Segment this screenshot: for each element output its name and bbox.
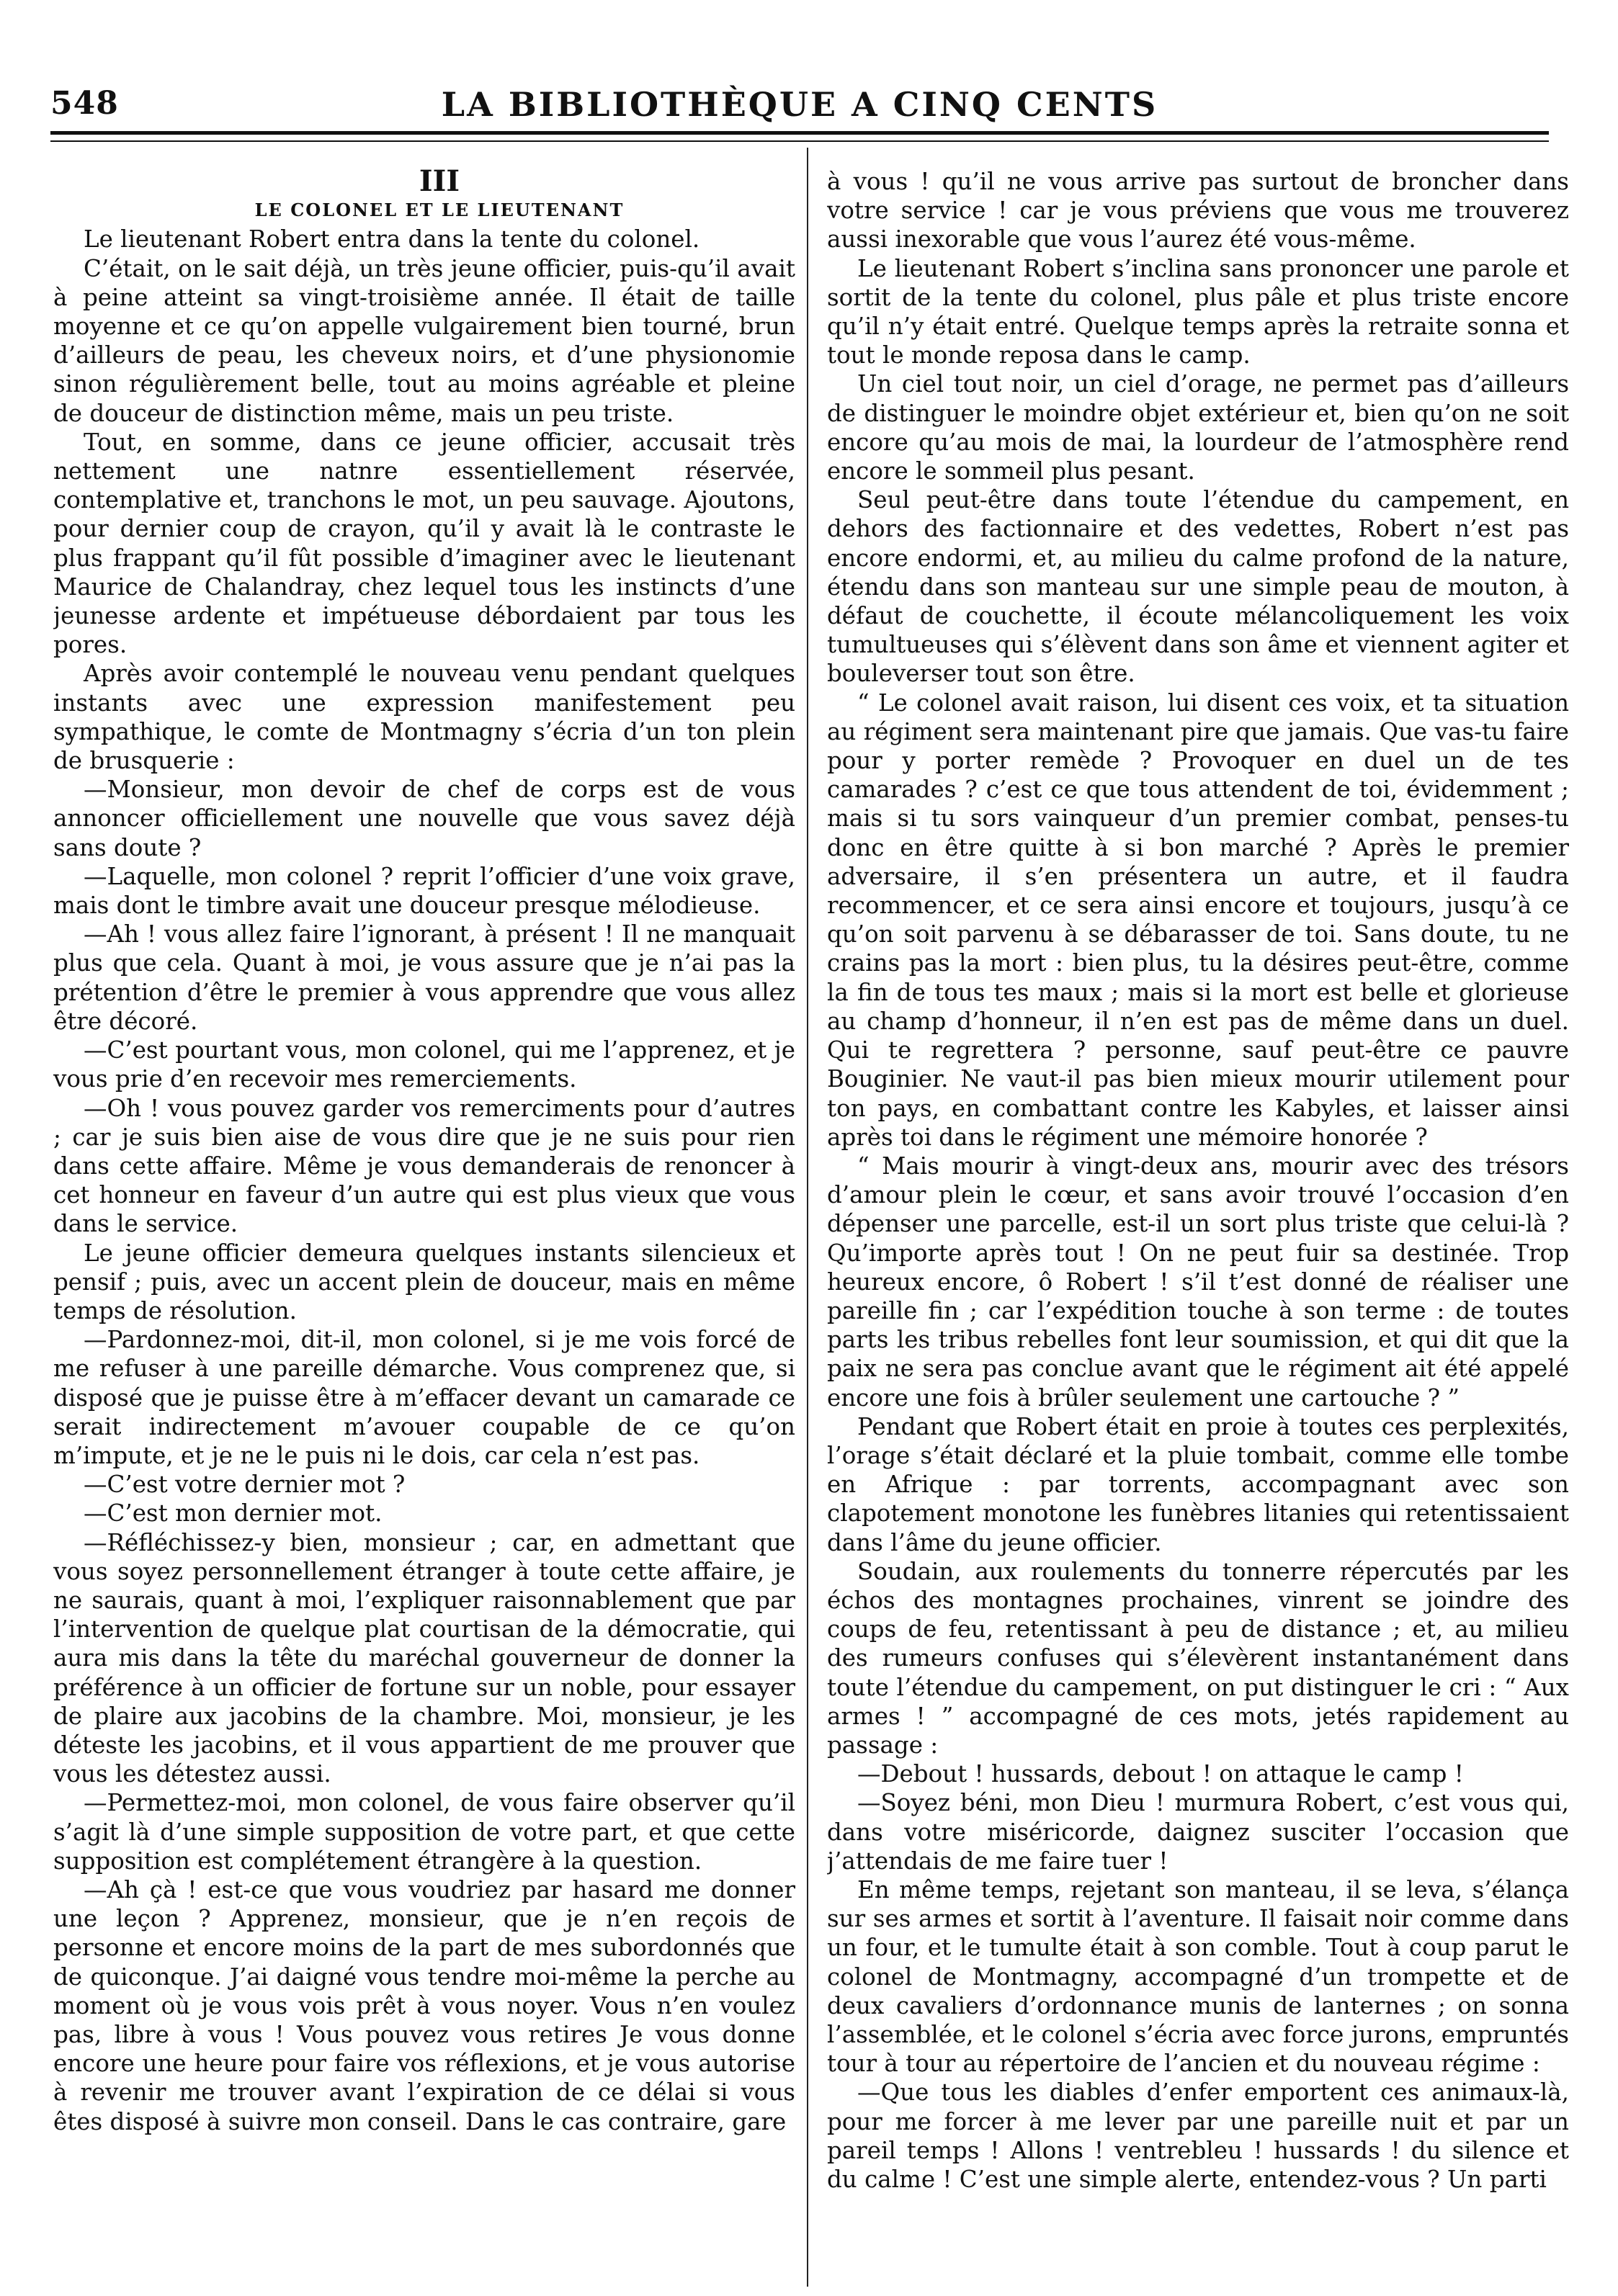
paragraph: —Que tous les diables d’enfer emportent ces animaux-là, pour me forcer à me lever par une pareille nuit et par un pareil temps ! Allons ! ventrebleu ! hussards ! du silence et du calme ! C’est une simple alerte, entendez-vous ? Un parti [827,2078,1569,2194]
paragraph: —Ah çà ! est-ce que vous voudriez par hasard me donner une leçon ? Apprenez, monsieur, que je n’en reçois de personne et encore moins de la part de mes subordonnés que de quiconque. J’ai daigné vous tendre moi-même la perche au moment où je vous vois prêt à vous noyer. Vous n’en voulez pas, libre à vous ! Vous pouvez vous retires Je vous donne encore une heure pour faire vos réflexions, et je vous autorise à revenir me trouver avant l’expiration de ce délai si vous êtes disposé à suivre mon conseil. Dans le cas contraire, gare [53,1875,795,2135]
chapter-number: III [419,167,460,198]
right-column [827,167,1569,2284]
paragraph: —C’est mon dernier mot. [84,1499,383,1528]
paragraph-continued: à vous ! qu’il ne vous arrive pas surtout de broncher dans votre service ! car je vous préviens que vous me trouverez aussi inexorable que vous l’aurez été vous-même. [827,168,1569,254]
page-number: 548 [50,85,119,122]
paragraph: Soudain, aux roulements du tonnerre répercutés par les échos des montagnes prochaines, vinrent se joindre des coups de feu, retentissant à peu de distance ; et, au milieu des rumeurs confuses qui s’élevèrent instantanément dans toute l’étendue du campement, on put distinguer le cri : “ Aux armes ! ” accompagné de ces mots, jetés rapidement au passage : [827,1557,1569,1759]
paragraph: Tout, en somme, dans ce jeune officier, accusait très nettement une natnre essentiellement réservée, contemplative et, tranchons le mot, un peu sauvage. Ajoutons, pour dernier coup de crayon, qu’il y avait là le contraste le plus frappant qu’il fût possible d’imaginer avec le lieutenant Maurice de Chalandray, chez lequel tous les instincts d’une jeunesse ardente et impétueuse débordaient par tous les pores. [53,428,795,659]
paragraph: —Permettez-moi, mon colonel, de vous faire observer qu’il s’agit là d’une simple supposition de votre part, et que cette supposition est complétement étrangère à la question. [53,1789,795,1875]
paragraph: Le lieutenant Robert entra dans la tente du colonel. [84,225,700,254]
paragraph: —Réfléchissez-y bien, monsieur ; car, en admettant que vous soyez personnellement étranger à toute cette affaire, je ne saurais, quant à moi, l’expliquer raisonnablement que par l’intervention de quelque plat courtisan de la démocratie, qui aura mis dans la tête du maréchal gouverneur de donner la préférence à un officier de fortune sur un noble, pour essayer de plaire aux jacobins de la chambre. Moi, monsieur, je les déteste les jacobins, et il vous appartient de me prouver que vous les détestez aussi. [53,1528,795,1788]
paragraph: Un ciel tout noir, un ciel d’orage, ne permet pas d’ailleurs de distinguer le moindre objet extérieur et, bien qu’on ne soit encore qu’au mois de mai, la lourdeur de l’atmosphère rend encore le sommeil plus pesant. [827,370,1569,485]
paragraph: “ Le colonel avait raison, lui disent ces voix, et ta situation au régiment sera maintenant pire que jamais. Que vas-tu faire pour y porter remède ? Provoquer en duel un de tes camarades ? c’est ce que tous attendent de toi, évidemment ; mais si tu sors vainqueur d’un premier combat, penses-tu donc en être quitte à si bon marché ? Après le premier adversaire, il s’en présentera un autre, et il faudra recommencer, et ce sera ainsi encore et toujours, jusqu’à ce qu’on soit parvenu à se débarasser de toi. Sans doute, tu ne crains pas la mort : bien plus, tu la désires peut-être, comme la fin de tous tes maux ; mais si la mort est belle et glorieuse au champ d’honneur, il n’en est pas de même dans un duel. Qui te regrettera ? personne, sauf peut-être ce pauvre Bouginier. Ne vaut-il pas bien mieux mourir utilement pour ton pays, en combattant contre les Kabyles, et laisser ainsi après toi dans le régiment une mémoire honorée ? [827,689,1569,1151]
paragraph: —C’est pourtant vous, mon colonel, qui me l’apprenez, et je vous prie d’en recevoir mes remerciements. [53,1036,795,1093]
paragraph: —Pardonnez-moi, dit-il, mon colonel, si je me vois forcé de me refuser à une pareille démarche. Vous comprenez que, si disposé que je puisse être à m’effacer devant un camarade ce serait indirectement m’avouer coupable de ce qu’on m’impute, et je ne le puis ni le dois, car cela n’est pas. [53,1326,795,1469]
paragraph: —C’est votre dernier mot ? [84,1471,406,1499]
paragraph: —Debout ! hussards, debout ! on attaque le camp ! [857,1760,1464,1788]
chapter-title: LE COLONEL ET LE LIEUTENANT [254,199,625,221]
paragraph: —Soyez béni, mon Dieu ! murmura Robert, c’est vous qui, dans votre miséricorde, daignez susciter l’occasion que j’attendais de me faire tuer ! [827,1789,1569,1875]
paragraph: —Monsieur, mon devoir de chef de corps est de vous annoncer officiellement une nouvelle que vous savez déjà sans doute ? [53,776,795,861]
paragraph: Après avoir contemplé le nouveau venu pendant quelques instants avec une expression manifestement peu sympathique, le comte de Montmagny s’écria d’un ton plein de brusquerie : [53,660,795,775]
paragraph: “ Mais mourir à vingt-deux ans, mourir avec des trésors d’amour plein le cœur, et sans avoir trouvé l’occasion d’en dépenser une parcelle, est-il un sort plus triste que celui-là ? Qu’importe après tout ! On ne peut fuir sa destinée. Trop heureux encore, ô Robert ! s’il t’est donné de réaliser une pareille fin ; car l’expédition touche à son terme : de toutes parts les tribus rebelles font leur soumission, et qui dit que la paix ne sera pas conclue avant que le régiment ait été appelé encore une fois à brûler seulement une cartouche ? ” [827,1152,1569,1412]
paragraph: Le jeune officier demeura quelques instants silencieux et pensif ; puis, avec un accent plein de douceur, mais en même temps de résolution. [53,1239,795,1324]
column-divider [807,148,808,2287]
left-column [53,167,795,2284]
paragraph: Pendant que Robert était en proie à toutes ces perplexités, l’orage s’était déclaré et la pluie tombait, comme elle tombe en Afrique : par torrents, accompagnant avec son clapotement monotone les funèbres litanies qui retentissaient dans l’âme du jeune officier. [827,1412,1569,1556]
header-rule-thick [50,131,1549,135]
running-title: LA BIBLIOTHÈQUE A CINQ CENTS [441,85,1158,124]
paragraph: En même temps, rejetant son manteau, il se leva, s’élança sur ses armes et sortit à l’aventure. Il faisait noir comme dans un four, et le tumulte était à son comble. Tout à coup parut le colonel de Montmagny, accompagné d’un trompette et de deux cavaliers d’ordonnance munis de lanternes ; on sonna l’assemblée, et le colonel s’écria avec force jurons, empruntés tour à tour au répertoire de l’ancien et du nouveau régime : [827,1875,1569,2078]
paragraph: C’était, on le sait déjà, un très jeune officier, puis-qu’il avait à peine atteint sa vingt-troisième année. Il était de taille moyenne et ce qu’on appelle vulgairement bien tourné, brun d’ailleurs de peau, les cheveux noirs, et d’une physionomie sinon régulièrement belle, tout au moins agréable et pleine de douceur de distinction même, mais un peu triste. [53,254,795,427]
paragraph: —Ah ! vous allez faire l’ignorant, à présent ! Il ne manquait plus que cela. Quant à moi, je vous assure que je n’ai pas la prétention d’être le premier à vous apprendre que vous allez être décoré. [53,920,795,1035]
paragraph: —Laquelle, mon colonel ? reprit l’officier d’une voix grave, mais dont le timbre avait une douceur presque mélodieuse. [53,862,795,920]
paragraph: Le lieutenant Robert s’inclina sans prononcer une parole et sortit de la tente du colonel, plus pâle et plus triste encore qu’il n’y était entré. Quelque temps après la retraite sonna et tout le monde reposa dans le camp. [827,254,1569,369]
paragraph: Seul peut-être dans toute l’étendue du campement, en dehors des factionnaire et des vedettes, Robert n’est pas encore endormi, et, au milieu du calme profond de la nature, étendu dans son manteau sur une simple peau de mouton, à défaut de couchette, il écoute mélancoliquement les voix tumultueuses qui s’élèvent dans son âme et viennent agiter et bouleverser tout son être. [827,486,1569,688]
paragraph: —Oh ! vous pouvez garder vos remerciments pour d’autres ; car je suis bien aise de vous dire que je ne suis pour rien dans cette affaire. Même je vous demanderais de renoncer à cet honneur en faveur d’un autre qui est plus vieux que vous dans le service. [53,1094,795,1238]
header-rule-thin [50,140,1549,142]
